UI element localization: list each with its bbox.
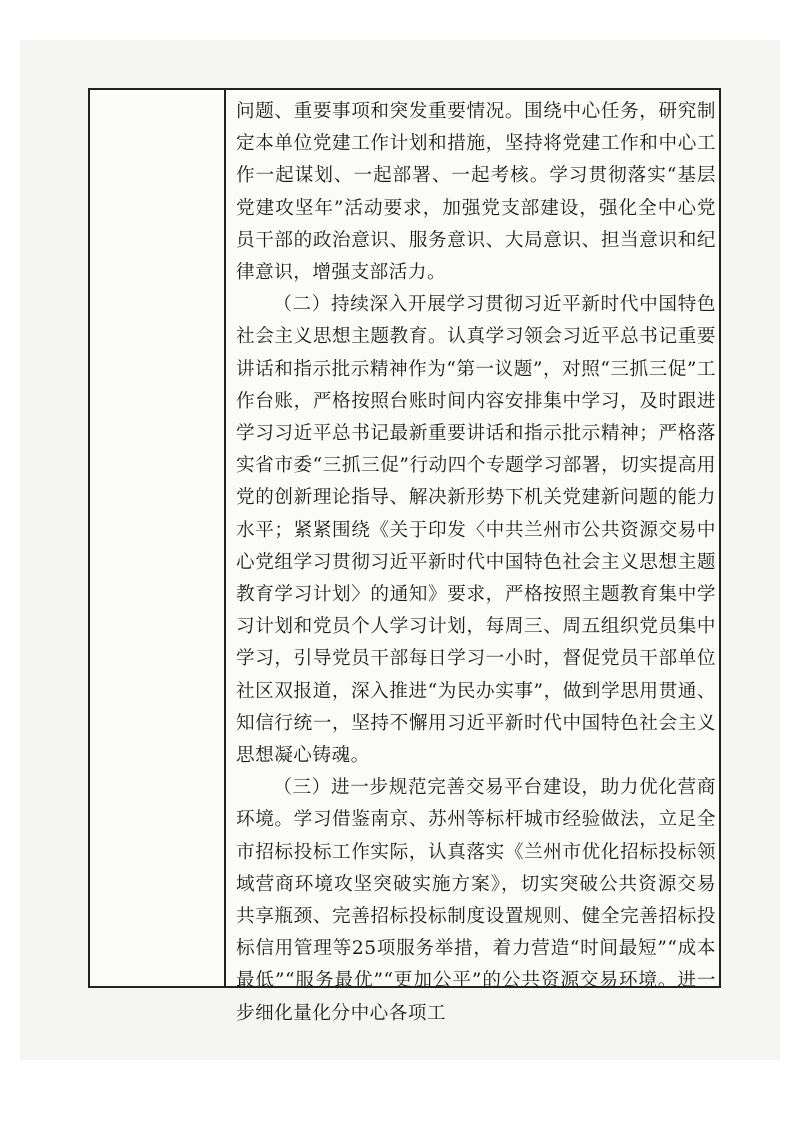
paragraph-3: （三）进一步规范完善交易平台建设，助力优化营商环境。学习借鉴南京、苏州等标杆城市经验做法，立足全市招标投标工作实际，认真落实《兰州市优化招标投标领域营商环境攻坚突破实施方案》，切实突破公共资源交易共享瓶颈、完善招标投标制度设置规则、健全完善招标投标信用管理等25项服务举措，着力营造“时间最短”“成本最低”“服务最优”“更加公平”的公共资源交易环境。进一步细化量化分中心各项工 bbox=[236, 777, 716, 1024]
table-content-cell bbox=[236, 96, 716, 1030]
paragraph-2: （二）持续深入开展学习贯彻习近平新时代中国特色社会主义思想主题教育。认真学习领会习近平总书记重要讲话和指示批示精神作为“第一议题”，对照“三抓三促”工作台账，严格按照台账时间内容安排集中学习，及时跟进学习习近平总书记最新重要讲话和指示批示精神；严格落实省市委“三抓三促”行动四个专题学习部署，切实提高用党的创新理论指导、解决新形势下机关党建新问题的能力水平；紧紧围绕《关于印发〈中共兰州市公共资源交易中心党组学习贯彻习近平新时代中国特色社会主义思想主题教育学习计划〉的通知》要求，严格按照主题教育集中学习计划和党员个人学习计划，每周三、周五组织党员集中学习，引导党员干部每日学习一小时，督促党员干部单位社区双报道，深入推进“为民办实事”，做到学思用贯通、知信行统一，坚持不懈用习近平新时代中国特色社会主义思想凝心铸魂。 bbox=[236, 294, 716, 767]
page-bottom-margin bbox=[20, 1060, 780, 1123]
table-left-column bbox=[90, 90, 226, 986]
content-table bbox=[88, 88, 721, 1024]
paragraph-1: 问题、重要事项和突发重要情况。围绕中心任务，研究制定本单位党建工作计划和措施，坚持将党建工作和中心工作一起谋划、一起部署、一起考核。学习贯彻落实“基层党建攻坚年”活动要求，加强党支部建设，强化全中心党员干部的政治意识、服务意识、大局意识、担当意识和纪律意识，增强支部活力。 bbox=[236, 101, 716, 284]
